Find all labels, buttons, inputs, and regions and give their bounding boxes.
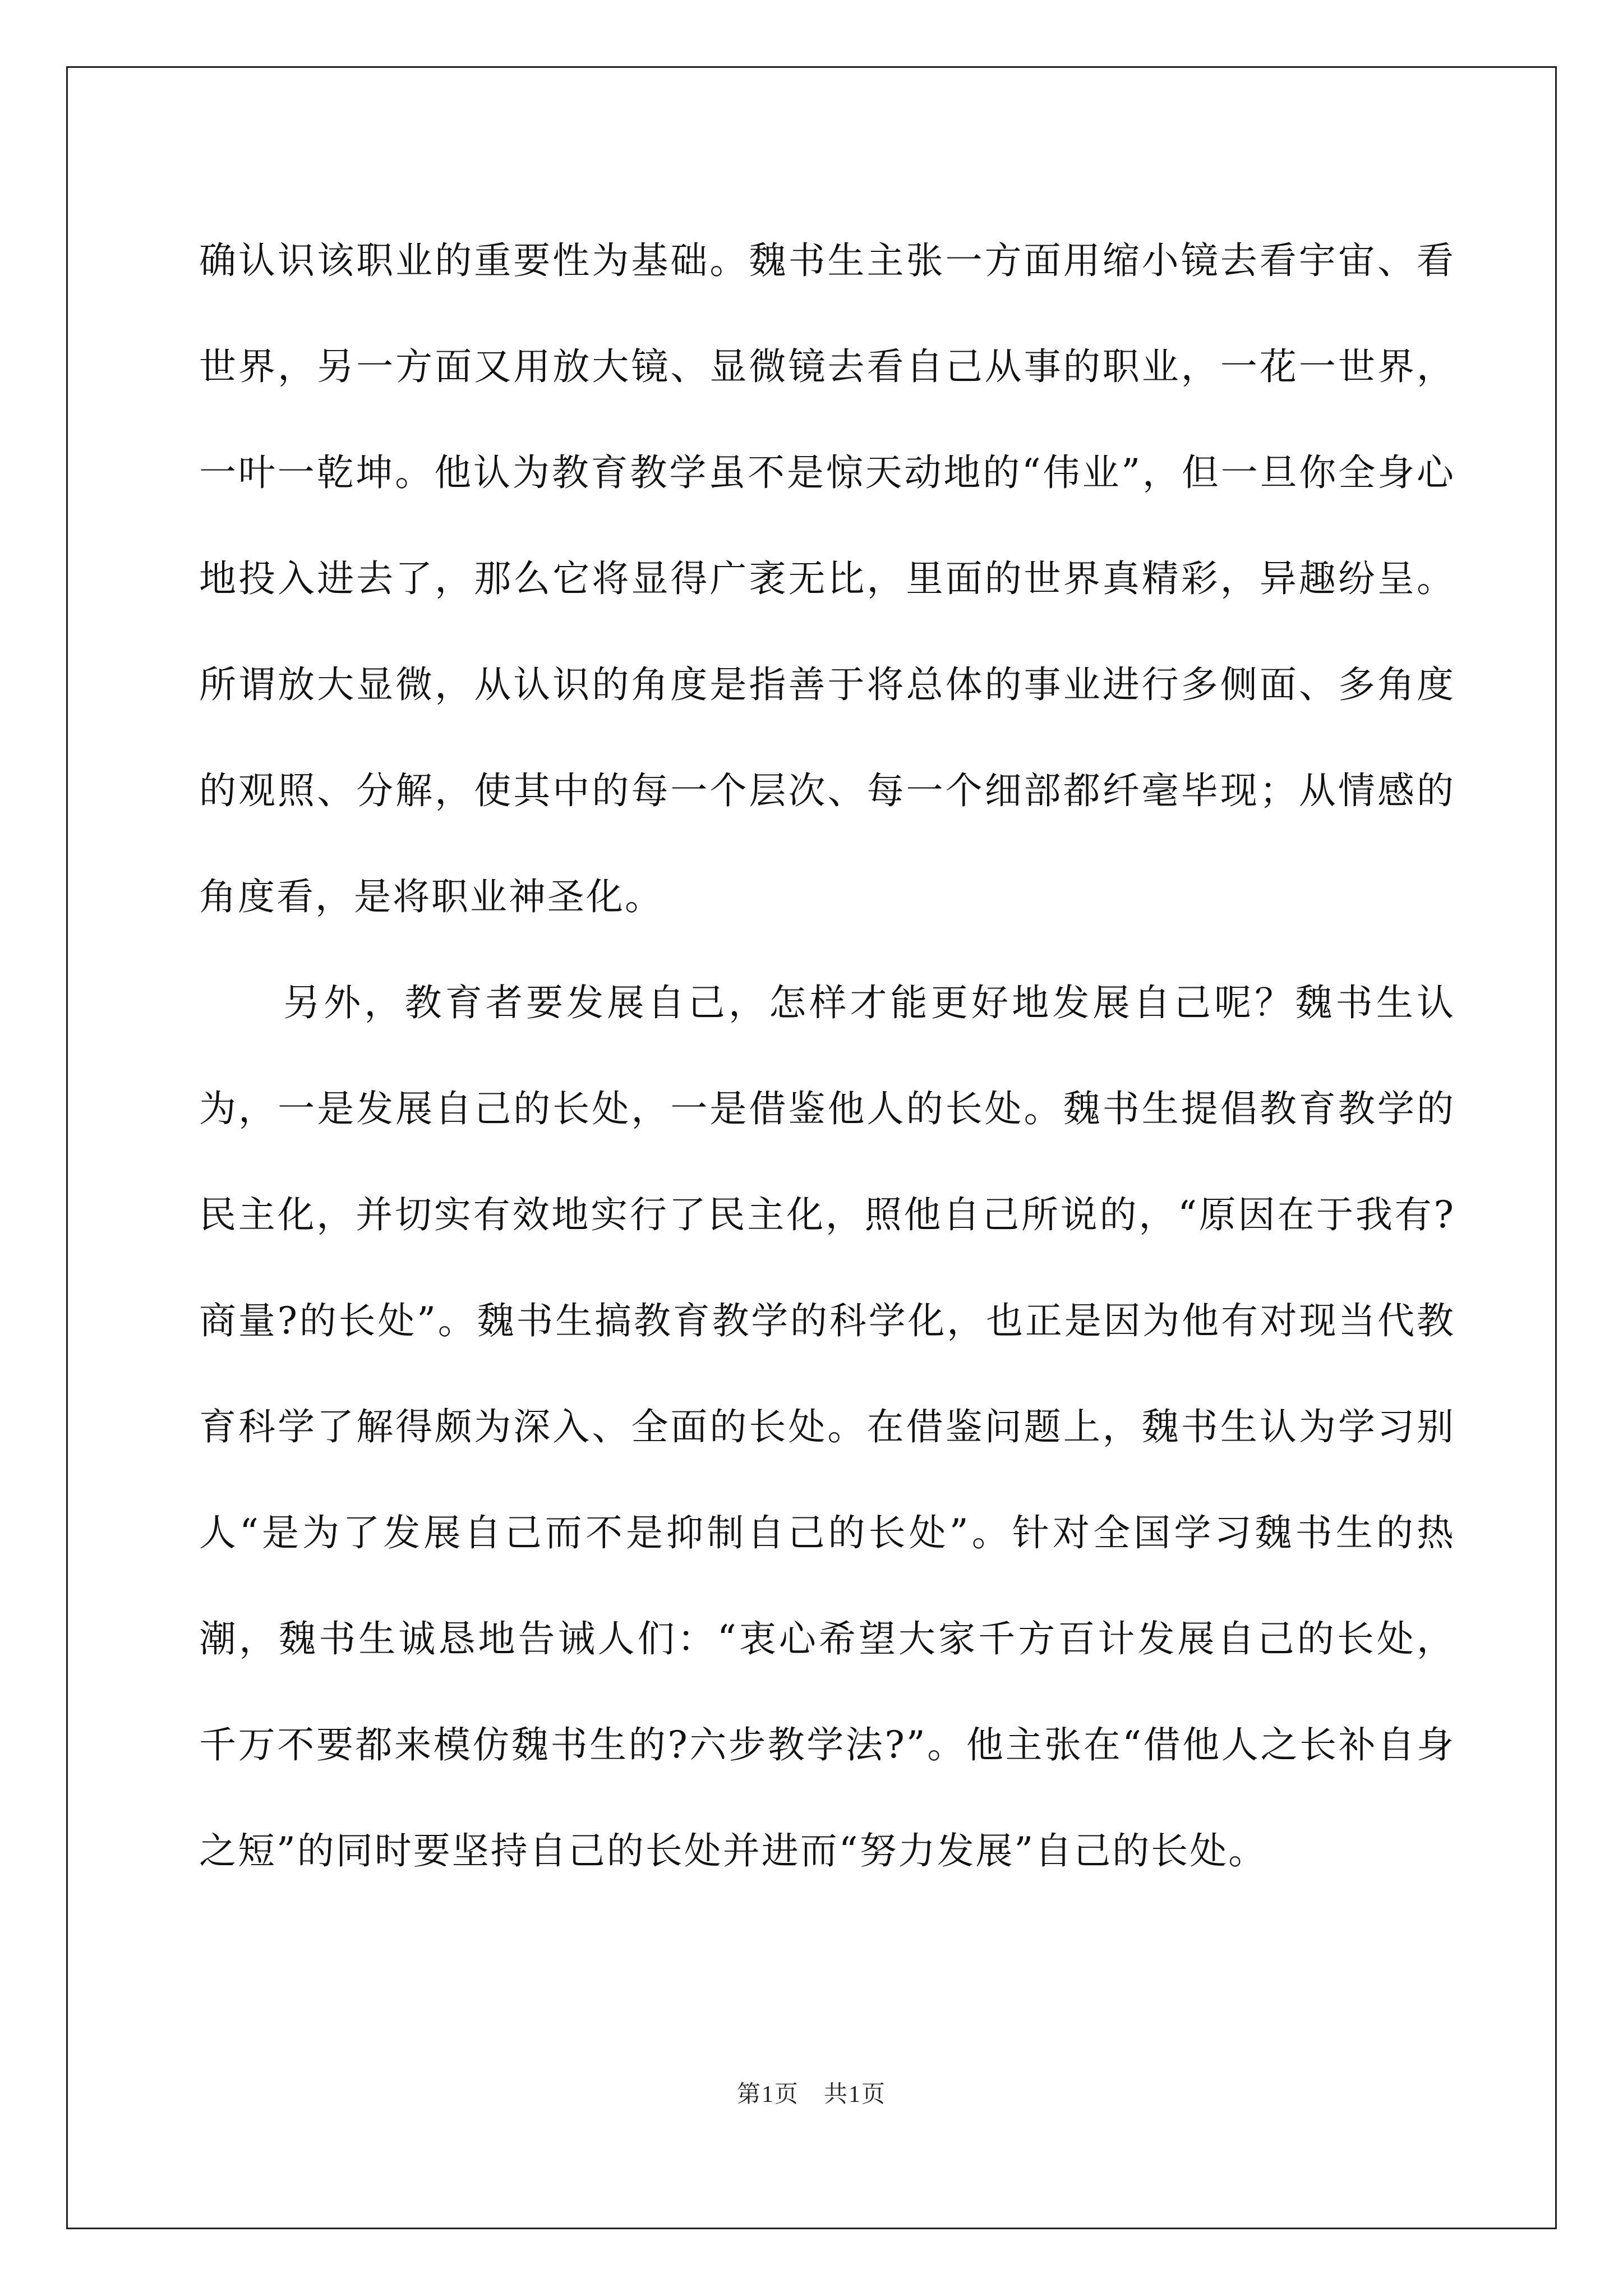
paragraph-2: 另外，教育者要发展自己，怎样才能更好地发展自己呢？魏书生认为，一是发展自己的长处，一是借鉴他人的长处。魏书生提倡教育教学的民主化，并切实有效地实行了民主化，照他自己所说的，“原因在于我有?商量?的长处”。魏书生搞教育教学的科学化，也正是因为他有对现当代教育科学了解得颇为深入、全面的长处。在借鉴问题上，魏书生认为学习别人“是为了发展自己而不是抑制自己的长处”。针对全国学习魏书生的热潮，魏书生诚恳地告诫人们：“衷心希望大家千方百计发展自己的长处，千万不要都来模仿魏书生的?六步教学法?”。他主张在“借他人之长补自身之短”的同时要坚持自己的长处并进而“努力发展”自己的长处。: [199, 981, 1455, 1872]
paragraph-1: 确认识该职业的重要性为基础。魏书生主张一方面用缩小镜去看宇宙、看世界，另一方面又用放大镜、显微镜去看自己从事的职业，一花一世界，一叶一乾坤。他认为教育教学虽不是惊天动地的“伟业”，但一旦你全身心地投入进去了，那么它将显得广袤无比，里面的世界真精彩，异趣纷呈。所谓放大显微，从认识的角度是指善于将总体的事业进行多侧面、多角度的观照、分解，使其中的每一个层次、每一个细部都纤毫毕现；从情感的角度看，是将职业神圣化。: [199, 239, 1455, 918]
page-footer: 第1页 共1页: [736, 2082, 886, 2108]
document-body: [199, 208, 1455, 1904]
